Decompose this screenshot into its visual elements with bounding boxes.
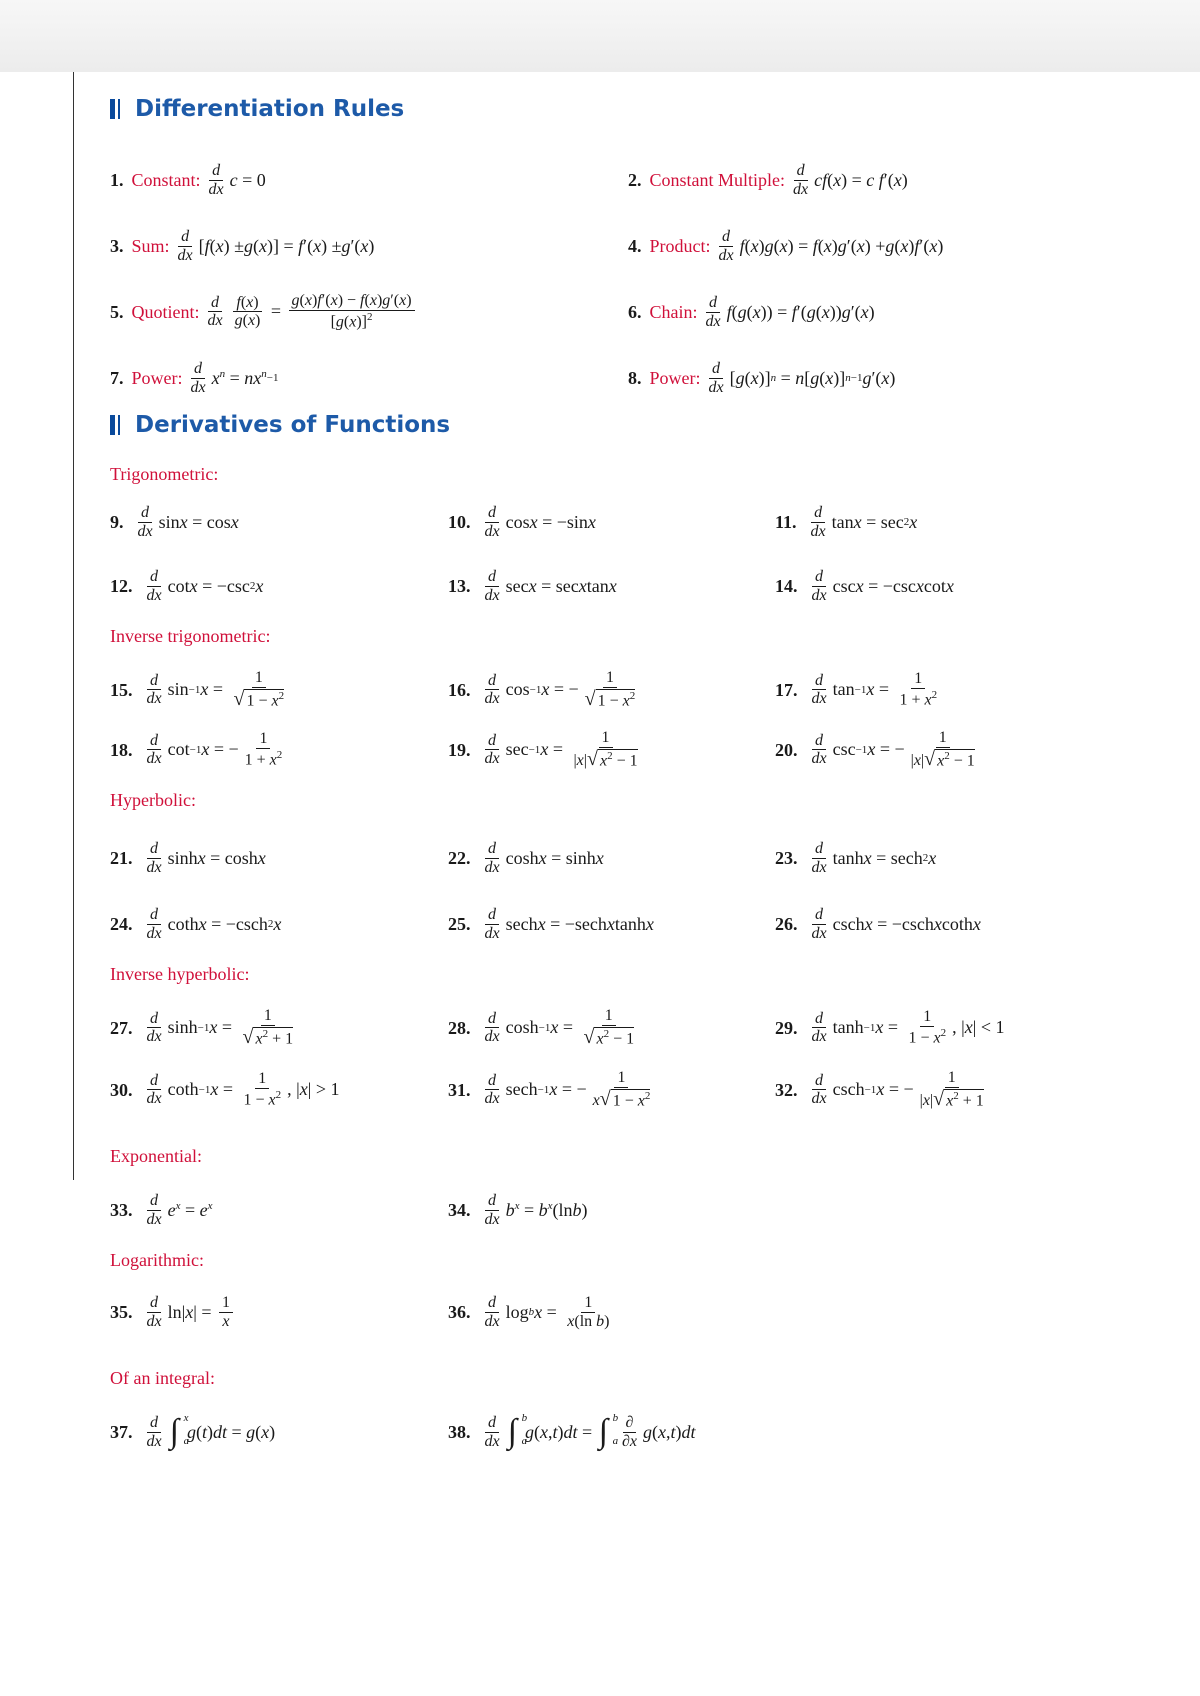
rule-chain: 6. Chain: $\frac{d}{dx}$ f ( g ( x )) = f ′( g ( x )) g ′( x )	[628, 293, 875, 330]
formula: $\frac{d}{dx}$ $x^n$ = $nx^n$ −1	[190, 359, 279, 396]
formula-18: 18. $\frac{d}{dx}$ cot −1 x = − $\frac{1}{1 + x^2}$	[110, 730, 283, 769]
formula-11: 11. $\frac{d}{dx}$ tan x = sec 2 x	[775, 503, 918, 540]
formula-21: 21. $\frac{d}{dx}$ sinh x = cosh x	[110, 839, 266, 876]
formula-23: 23. $\frac{d}{dx}$ tanh x = sech 2 x	[775, 839, 937, 876]
rule-power-general: 8. Power: $\frac{d}{dx}$ [ g ( x )] n = n [ g ( x )] n−1 g ′( x )	[628, 359, 896, 396]
formula-19: 19. $\frac{d}{dx}$ sec −1 x = 1 |x| √ $x^2 - 1$	[448, 729, 638, 771]
heading-bar-icon	[110, 415, 123, 435]
rule-product: 4. Product: $\frac{d}{dx}$ f ( x ) g ( x ) = f ( x ) g ′( x ) + g ( x ) f ′( x )	[628, 227, 944, 264]
formula: $\frac{d}{dx}$ c = 0	[208, 161, 266, 198]
category-trigonometric: Trigonometric:	[110, 464, 219, 484]
formula-14: 14. $\frac{d}{dx}$ csc x = −csc x cot x	[775, 567, 954, 604]
formula: $\frac{d}{dx}$ [ f ( x ) ± g ( x )] = f ′( x ) ± g ′( x )	[177, 227, 375, 264]
rule-power: 7. Power: $\frac{d}{dx}$ $x^n$ = $nx^n$ −1	[110, 359, 279, 396]
formula-25: 25. $\frac{d}{dx}$ sech x = −sech x tanh x	[448, 905, 654, 942]
formula-12: 12. $\frac{d}{dx}$ cot x = −csc 2 x	[110, 567, 264, 604]
page-top-band	[0, 0, 1200, 72]
formula: $\frac{d}{dx}$ [ g ( x )] n = n [ g ( x )] n−1 g ′( x )	[708, 359, 896, 396]
formula-15: 15. $\frac{d}{dx}$ sin −1 x = 1 √ $1 - x^2$	[110, 669, 285, 711]
formula-34: 34. $\frac{d}{dx}$ $b^x$ = $b^x$ (ln b )	[448, 1191, 588, 1228]
formula-20: 20. $\frac{d}{dx}$ csc −1 x = − 1 |x| √ $x^2 - 1$	[775, 729, 975, 771]
formula-36: 36. $\frac{d}{dx}$ log b x = $\frac{1}{\text{x(ln b)}}$	[448, 1293, 610, 1330]
formula-17: 17. $\frac{d}{dx}$ tan −1 x = $\frac{1}{1 + x^2}$	[775, 670, 938, 709]
formula-35: 35. $\frac{d}{dx}$ ln| x | = $\frac{1}{x}$	[110, 1284, 236, 1340]
formula: $\frac{d}{dx}$ cf ( x ) = c f ′( x )	[793, 161, 908, 198]
heading-derivatives-of-functions: Derivatives of Functions	[110, 412, 450, 438]
formula-32: 32. $\frac{d}{dx}$ csch −1 x = − 1 |x| √ $x^2 + 1$	[775, 1069, 984, 1111]
formula-27: 27. $\frac{d}{dx}$ sinh −1 x = 1 √ $x^2 + 1$	[110, 1007, 294, 1049]
category-hyperbolic: Hyperbolic:	[110, 790, 196, 810]
category-logarithmic: Logarithmic:	[110, 1250, 204, 1270]
formula-30: 30. $\frac{d}{dx}$ coth −1 x = $\frac{1}{1 - x^2}$ , | x | > 1	[110, 1070, 340, 1109]
formula-22: 22. $\frac{d}{dx}$ cosh x = sinh x	[448, 839, 604, 876]
formula-13: 13. $\frac{d}{dx}$ sec x = sec x tan x	[448, 567, 617, 604]
heading-bar-icon	[110, 99, 123, 119]
formula-37: 37. $\frac{d}{dx}$ ∫ x a g ( t ) dt = g ( x )	[110, 1412, 276, 1450]
formula-24: 24. $\frac{d}{dx}$ coth x = −csch 2 x	[110, 905, 282, 942]
formula-29: 29. $\frac{d}{dx}$ tanh −1 x = $\frac{1}{1 - x^2}$ , | x | < 1	[775, 1008, 1005, 1047]
formula-9: 9. $\frac{d}{dx}$ sin x = cos x	[110, 503, 239, 540]
rule-constant: 1. Constant: $\frac{d}{dx}$ c = 0	[110, 161, 266, 198]
rule-quotient: 5. Quotient: $\frac{d}{dx}$ $\frac{f(x)}{g(x)}$ = $\frac{g(x)f'(x) - f(x)g'(x)}{[g(x)]^2}$	[110, 284, 418, 340]
formula: $\frac{d}{dx}$ f ( g ( x )) = f ′( g ( x )) g ′( x )	[705, 293, 875, 330]
formula-28: 28. $\frac{d}{dx}$ cosh −1 x = 1 √ $x^2 - 1$	[448, 1007, 635, 1049]
formula-26: 26. $\frac{d}{dx}$ csch x = −csch x coth x	[775, 905, 981, 942]
formula-38: 38. $\frac{d}{dx}$ ∫ b a g ( x , t ) dt = ∫ b a $\frac{\partial}{\partial x}$ g ( x , t ) dt	[448, 1412, 696, 1450]
category-of-an-integral: Of an integral:	[110, 1368, 215, 1388]
formula-10: 10. $\frac{d}{dx}$ cos x = −sin x	[448, 503, 596, 540]
rule-sum: 3. Sum: $\frac{d}{dx}$ [ f ( x ) ± g ( x )] = f ′( x ) ± g ′( x )	[110, 227, 375, 264]
heading-differentiation-rules: Differentiation Rules	[110, 96, 404, 122]
category-inverse-trigonometric: Inverse trigonometric:	[110, 626, 271, 646]
formula-33: 33. $\frac{d}{dx}$ $e^x$ = $e^x$	[110, 1191, 213, 1228]
formula: $\frac{d}{dx}$ f ( x ) g ( x ) = f ( x ) g ′( x ) + g ( x ) f ′( x )	[718, 227, 944, 264]
category-exponential: Exponential:	[110, 1146, 202, 1166]
formula-31: 31. $\frac{d}{dx}$ sech −1 x = − 1 x √ $1 - x^2$	[448, 1069, 651, 1111]
formula-16: 16. $\frac{d}{dx}$ cos −1 x = − 1 √ $1 - x^2$	[448, 669, 636, 711]
left-margin-rule	[73, 72, 74, 1180]
formula: $\frac{d}{dx}$ $\frac{f(x)}{g(x)}$ = $\frac{g(x)f'(x) - f(x)g'(x)}{[g(x)]^2}$	[202, 292, 418, 331]
rule-constant-multiple: 2. Constant Multiple: $\frac{d}{dx}$ cf ( x ) = c f ′( x )	[628, 161, 908, 198]
category-inverse-hyperbolic: Inverse hyperbolic:	[110, 964, 250, 984]
